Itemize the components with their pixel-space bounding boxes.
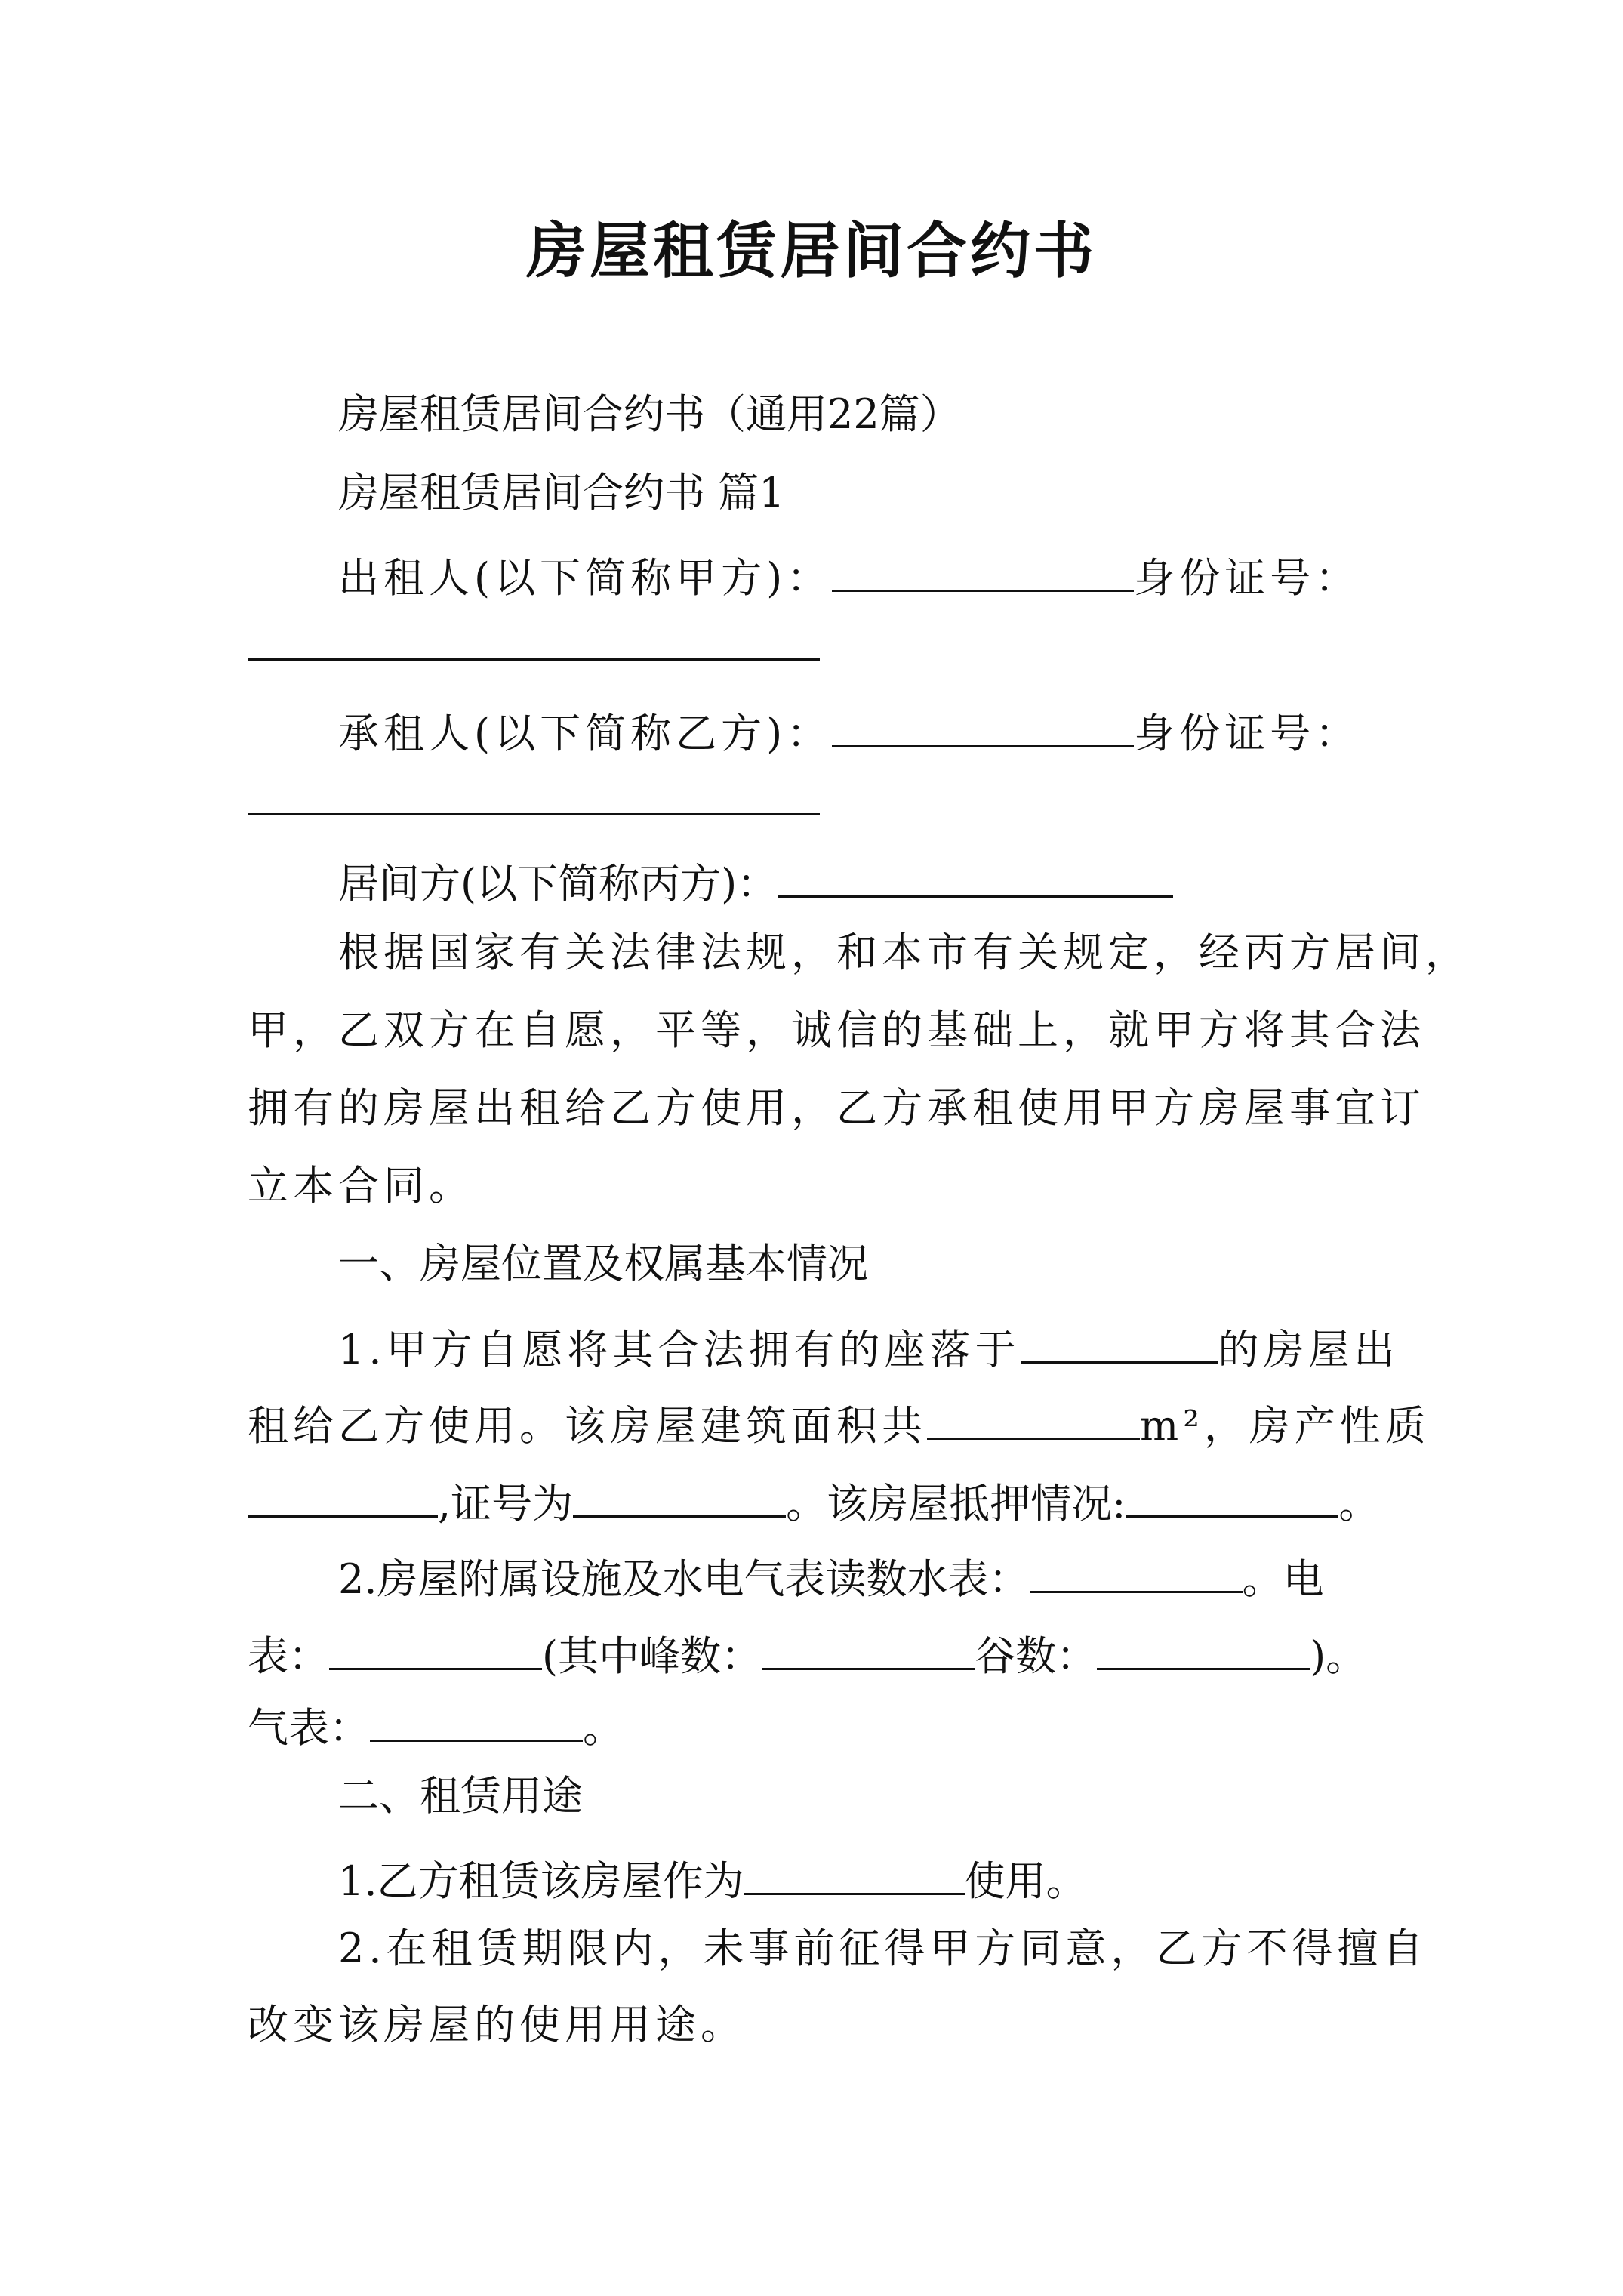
s1-p1-text-c: 租给乙方使用。该房屋建筑面积共	[248, 1402, 927, 1450]
property-nature-blank[interactable]	[248, 1475, 438, 1518]
s1-p1-text-f: 。该房屋抵押情况:	[786, 1480, 1126, 1527]
lessee-line	[338, 704, 1361, 757]
lessee-label: 承租人(以下简称乙方)：	[338, 710, 833, 757]
s1-p2-text-a: 2.房屋附属设施及水电气表读数水表：	[338, 1555, 1030, 1603]
intro-line-4: 立本合同。	[248, 1162, 474, 1210]
s2-p2-line1: 2.在租赁期限内，未事前征得甲方同意，乙方不得擅自	[338, 1925, 1428, 1972]
section2-heading: 二、租赁用途	[338, 1772, 583, 1820]
s1-p2-text-b: 。电	[1242, 1555, 1324, 1603]
s1-p2-line2	[248, 1627, 1367, 1680]
s1-p2-text-h: 。	[583, 1704, 624, 1752]
intro-line-3: 拥有的房屋出租给乙方使用，乙方承租使用甲方房屋事宜订	[248, 1084, 1425, 1132]
intro-line-2: 甲，乙双方在自愿，平等，诚信的基础上，就甲方将其合法	[248, 1006, 1425, 1054]
section-heading: 房屋租赁居间合约书 篇1	[338, 469, 785, 516]
lessee-name-blank[interactable]	[832, 704, 1134, 747]
s1-p1-line3	[248, 1475, 1380, 1527]
certificate-number-blank[interactable]	[573, 1475, 786, 1518]
water-meter-blank[interactable]	[1030, 1550, 1243, 1593]
s1-p1-text-e: ,证号为	[438, 1480, 574, 1527]
mortgage-status-blank[interactable]	[1126, 1475, 1338, 1518]
lessor-id-label: 身份证号：	[1134, 554, 1361, 602]
s1-p1-text-b: 的房屋出	[1218, 1326, 1400, 1373]
s1-p2-line1	[338, 1550, 1324, 1603]
intermediary-label: 居间方(以下简称丙方)：	[338, 860, 778, 908]
lessee-id-blank[interactable]	[248, 813, 820, 815]
usage-blank[interactable]	[744, 1852, 965, 1895]
s2-p1-line	[338, 1852, 1087, 1905]
s1-p1-text-g: 。	[1338, 1480, 1380, 1527]
s2-p1-text-a: 1.乙方租赁该房屋作为	[338, 1857, 744, 1905]
s1-p2-text-f: )。	[1310, 1632, 1367, 1680]
s1-p2-text-c: 表：	[248, 1632, 329, 1680]
lessee-id-label: 身份证号：	[1134, 710, 1361, 757]
s2-p1-text-b: 使用。	[964, 1857, 1087, 1905]
s1-p2-text-d: (其中峰数：	[542, 1632, 762, 1680]
lessor-id-blank[interactable]	[248, 658, 820, 661]
location-blank[interactable]	[1021, 1321, 1218, 1364]
intermediary-line	[338, 855, 1173, 908]
electric-meter-blank[interactable]	[329, 1627, 542, 1670]
lessor-label: 出租人(以下简称甲方)：	[338, 554, 833, 602]
s1-p1-text-a: 1.甲方自愿将其合法拥有的座落于	[338, 1326, 1021, 1373]
intro-line-1: 根据国家有关法律法规，和本市有关规定，经丙方居间，	[338, 929, 1471, 976]
lessor-line	[338, 549, 1361, 602]
s1-p2-text-e: 谷数：	[975, 1632, 1098, 1680]
valley-reading-blank[interactable]	[1097, 1627, 1310, 1670]
s1-p2-text-g: 气表：	[248, 1704, 370, 1752]
section1-heading: 一、房屋位置及权属基本情况	[338, 1240, 868, 1287]
s1-p1-line2	[248, 1397, 1431, 1450]
peak-reading-blank[interactable]	[762, 1627, 975, 1670]
s1-p2-line3	[248, 1699, 624, 1752]
s1-p1-text-d: m²，房产性质	[1140, 1402, 1431, 1450]
s1-p1-line1	[338, 1321, 1400, 1373]
subtitle: 房屋租赁居间合约书（通用22篇）	[338, 390, 961, 438]
area-blank[interactable]	[927, 1397, 1140, 1440]
document-title: 房屋租赁居间合约书	[526, 215, 1097, 286]
intermediary-name-blank[interactable]	[778, 855, 1173, 898]
s2-p2-line2: 改变该房屋的使用用途。	[248, 2001, 746, 2048]
lessor-name-blank[interactable]	[832, 549, 1134, 592]
gas-meter-blank[interactable]	[370, 1699, 583, 1742]
